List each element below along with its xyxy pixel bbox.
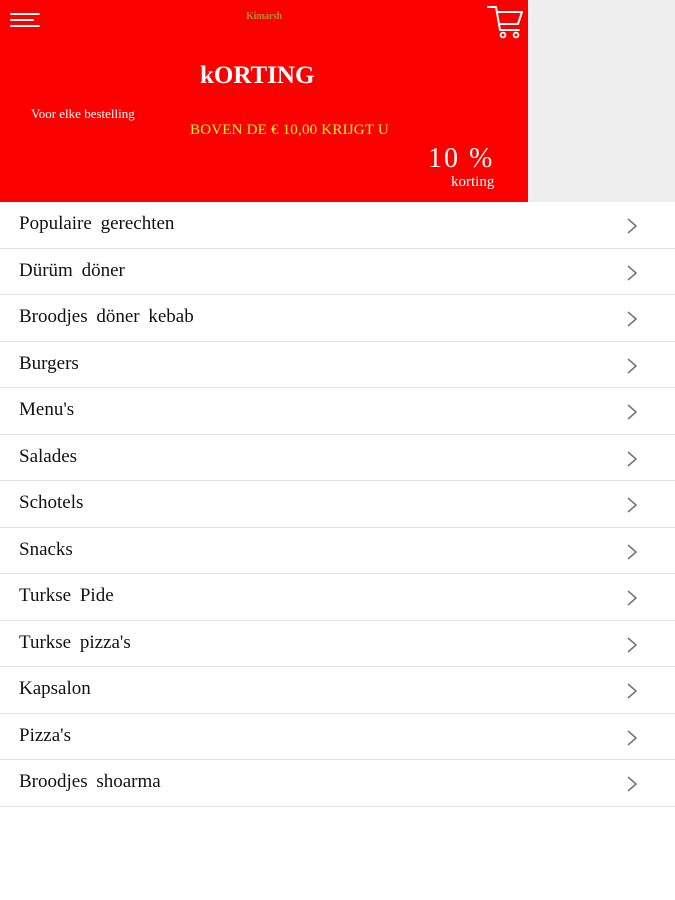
category-row[interactable] (0, 202, 675, 249)
category-row[interactable] (0, 667, 675, 714)
category-label: Broodjes döner kebab (19, 306, 194, 327)
category-label: Broodjes shoarma (19, 771, 161, 792)
category-label: Pizza's (19, 724, 71, 746)
shopping-cart-icon[interactable] (486, 4, 526, 40)
chevron-right-icon (625, 404, 639, 420)
brand-name: Kimarsh (246, 11, 282, 22)
category-label: Salades (19, 445, 78, 467)
promo-every-order: Voor elke bestelling (31, 106, 135, 121)
category-label: Turkse pizza's (19, 631, 131, 653)
category-row[interactable] (0, 342, 675, 389)
category-label: Dürüm döner (19, 259, 125, 281)
chevron-right-icon (625, 637, 639, 653)
hamburger-menu-icon[interactable] (10, 13, 40, 29)
category-row[interactable] (0, 528, 675, 575)
promo-title: kORTING (200, 62, 315, 89)
category-label: Schotels (19, 492, 84, 513)
chevron-right-icon (625, 730, 639, 746)
chevron-right-icon (625, 218, 639, 234)
promo-condition: BOVEN DE € 10,00 KRIJGT U (190, 122, 389, 138)
chevron-right-icon (625, 497, 639, 513)
category-row[interactable] (0, 714, 675, 761)
chevron-right-icon (625, 451, 639, 467)
category-label: Burgers (19, 352, 79, 374)
chevron-right-icon (625, 683, 639, 699)
category-row[interactable] (0, 435, 675, 482)
chevron-right-icon (625, 311, 639, 327)
category-label: Snacks (19, 538, 73, 560)
category-row[interactable] (0, 481, 675, 528)
promo-percent: 10 % (428, 143, 495, 174)
category-label: Populaire gerechten (19, 213, 175, 234)
category-label: Menu's (19, 399, 75, 420)
category-label: Kapsalon (19, 678, 91, 699)
chevron-right-icon (625, 544, 639, 560)
category-list (0, 202, 675, 792)
category-row[interactable] (0, 760, 675, 807)
side-panel (528, 0, 675, 202)
chevron-right-icon (625, 358, 639, 374)
chevron-right-icon (625, 265, 639, 281)
chevron-right-icon (625, 776, 639, 792)
category-label: Turkse Pide (19, 585, 114, 606)
promo-percent-label: korting (451, 174, 495, 190)
category-row[interactable] (0, 388, 675, 435)
chevron-right-icon (625, 590, 639, 606)
category-row[interactable] (0, 249, 675, 296)
category-row[interactable] (0, 574, 675, 621)
category-row[interactable] (0, 295, 675, 342)
category-row[interactable] (0, 621, 675, 668)
